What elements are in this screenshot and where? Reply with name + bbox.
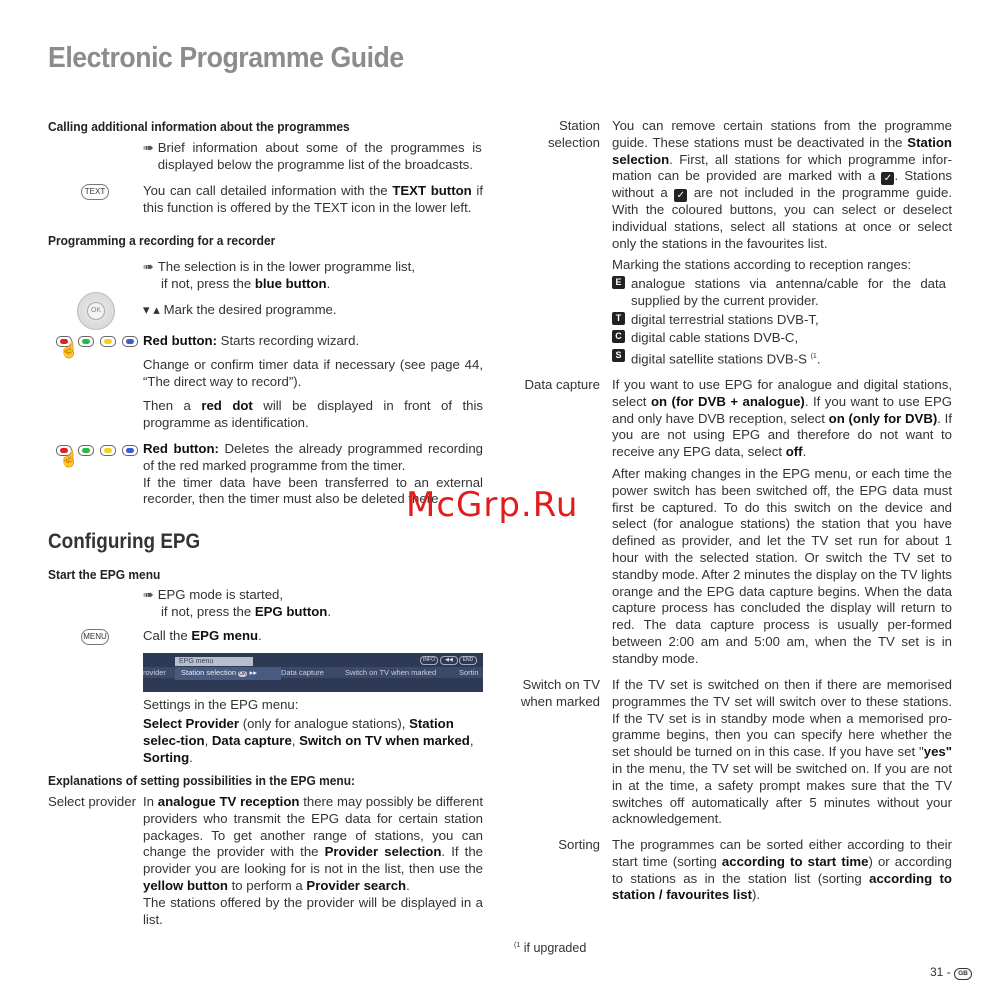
range-item-e: E analogue stations via antenna/cable for the data supplied by the current provider. — [612, 276, 952, 310]
back-key-icon: ◀◀ — [440, 656, 458, 665]
call-epg-menu-text: Call the EPG menu. — [143, 628, 262, 643]
page-title: Electronic Programme Guide — [48, 42, 404, 74]
pointing-hand-icon: ☝ — [59, 342, 79, 359]
end-key-icon: END — [459, 656, 477, 665]
menu-key-icon: MENU — [81, 629, 109, 645]
range-item-c: C digital cable stations DVB-C, — [612, 330, 952, 347]
switch-on-tv-text: If the TV set is switched on then if there are memorised programmes the TV set will switch over to these stations. If the TV set is in standby mode when a memorised pro-gramme begins, then you can specify here whether the set should be turned on in this case. If you have set "yes" in the menu, the TV set will be switched on. If you are not in at the time, a safety prompt makes sure that the TV switches off automatically after 5 minutes without your acknowledgement. — [612, 677, 952, 827]
section-heading-programming-recording: Programming a recording for a recorder — [48, 233, 276, 248]
settings-intro-text: Settings in the EPG menu: — [143, 697, 299, 712]
checkmark-icon: ✓ — [674, 189, 687, 202]
epg-item-provider: rovider — [143, 668, 166, 677]
red-button-start-text: Red button: Starts recording wizard. — [143, 333, 360, 348]
explanations-heading: Explanations of setting possibilities in the EPG menu: — [48, 773, 356, 788]
arrow-bullet-icon: ➠ — [143, 140, 158, 155]
yellow-button-icon — [104, 339, 112, 344]
arrow-bullet-icon: ➠ — [143, 587, 158, 602]
ok-icon: OK — [239, 671, 247, 677]
badge-s-icon: S — [612, 349, 625, 362]
epg-item-station-selection: Station selection OK ▸▸ — [175, 667, 281, 680]
data-capture-label: Data capture — [524, 377, 600, 392]
select-provider-text: In analogue TV reception there may possibly be different providers who transmit the EPG data for certain station packages. To get another range of stations, you can change the provider with the Provider selection. If the provider you are looking for is not in the list, then use the yellow button to perform a Provider search. The stations offered by the provider will be displayed in a list. — [143, 794, 483, 927]
switch-on-tv-label: Switch on TV when marked — [520, 677, 600, 709]
epg-item-sorting: Sortin — [459, 668, 479, 677]
station-selection-text: You can remove certain stations from the programme guide. These stations must be deactivated in the Station selection. First, all stations for which programme infor-mation can be provided are marked with a ✓ . Stations without a ✓ are not included in the programme guide. With the coloured buttons, you can select or deselect individual stations, select all stations at once or select only the stations in the favourites list. — [612, 118, 952, 251]
bullet-epg-mode: ➠ EPG mode is started, if not, press the EPG button. — [143, 587, 332, 619]
color-buttons-icon — [56, 445, 140, 471]
badge-t-icon: T — [612, 312, 625, 325]
checkmark-icon: ✓ — [881, 172, 894, 185]
marking-intro-text: Marking the stations according to reception ranges: — [612, 257, 912, 272]
settings-list-text: Select Provider (only for analogue stations), Station selec-tion, Data capture, Switch on TV when marked, Sorting. — [143, 716, 474, 765]
epg-menu-screenshot — [143, 653, 483, 692]
text-button-paragraph: You can call detailed information with the TEXT button if this function is offered by the TEXT icon in the lower left. — [143, 183, 483, 215]
bullet-brief-info: ➠ Brief information about some of the programmes is displayed below the programme list of the broadcasts. — [143, 140, 482, 172]
gb-language-badge: GB — [954, 968, 972, 980]
up-down-arrows-icon: ▾ ▴ — [143, 302, 164, 317]
epg-menu-tab: EPG menu — [175, 657, 253, 666]
start-epg-heading: Start the EPG menu — [48, 567, 161, 582]
mark-programme-text: ▾ ▴ Mark the desired programme. — [143, 302, 337, 317]
watermark: McGrp.Ru — [406, 485, 579, 525]
blue-button-icon — [126, 448, 134, 453]
navigation-pad-icon — [77, 292, 115, 330]
station-selection-label: Station selection — [547, 118, 600, 150]
change-timer-text: Change or confirm timer data if necessary (see page 44, “The direct way to record”). — [143, 357, 483, 389]
data-capture-text: If you want to use EPG for analogue and digital stations, select on (for DVB + analogue). If you want to use EPG and only have DVB reception, select on (only for DVB). If you are not using EPG and therefore do not want to receive any EPG data, select off. — [612, 377, 953, 460]
epg-item-data-capture: Data capture — [281, 668, 324, 677]
select-provider-label: Select provider — [48, 794, 136, 809]
range-item-s: S digital satellite stations DVB-S $^{(1}$. — [612, 349, 952, 368]
sorting-text: The programmes can be sorted either according to their start time (sorting according to start time) or according to stations as in the station list (sorting according to station / favourites list). — [612, 837, 952, 903]
green-button-icon — [82, 339, 90, 344]
bullet-selection: ➠ The selection is in the lower programme list, if not, press the blue button. — [143, 259, 415, 291]
page-number: 31 - GB — [930, 965, 972, 980]
info-key-icon: INFO — [420, 656, 438, 665]
green-button-icon — [82, 448, 90, 453]
sorting-label: Sorting — [558, 837, 600, 852]
configuring-epg-heading: Configuring EPG — [48, 530, 201, 553]
red-button-delete-text: Red button: Deletes the already programmed recording of the red marked programme from the timer. If the timer data have been transferred to an external recorder, then the timer must also be deleted there. — [143, 441, 483, 507]
reception-range-list — [612, 276, 952, 368]
arrow-bullet-icon: ➠ — [143, 259, 158, 274]
data-capture-paragraph-2: After making changes in the EPG menu, or each time the power switch has been switched off, the EPG data must first be captured. To do this switch on the device and select (for analogue stations) the station that you have defined as provider, and let the TV set run for about 1 hour with the selected station. Or switch the TV set to standby mode. After 2 minutes the display on the TV lights orange and the EPG data capture begins. When the data capture process has concluded the display will return to red. The data capture process is usually per-formed between 2:00 am and 5:00 am, when the TV set is in standby mode. — [612, 466, 952, 666]
range-item-t: T digital terrestrial stations DVB-T, — [612, 312, 952, 329]
yellow-button-icon — [104, 448, 112, 453]
color-buttons-icon — [56, 336, 140, 362]
ok-key: OK — [87, 302, 105, 320]
section-heading-additional-info: Calling additional information about the programmes — [48, 119, 350, 134]
footnote: $^{(1}$ if upgraded — [514, 941, 587, 955]
text-key-icon: TEXT — [81, 184, 109, 200]
epg-item-switch-on-tv: Switch on TV when marked — [345, 668, 437, 677]
badge-c-icon: C — [612, 330, 625, 343]
blue-button-icon — [126, 339, 134, 344]
badge-e-icon: E — [612, 276, 625, 289]
pointing-hand-icon: ☝ — [59, 451, 79, 468]
red-dot-text: Then a red dot will be displayed in front of this programme as identification. — [143, 398, 483, 430]
